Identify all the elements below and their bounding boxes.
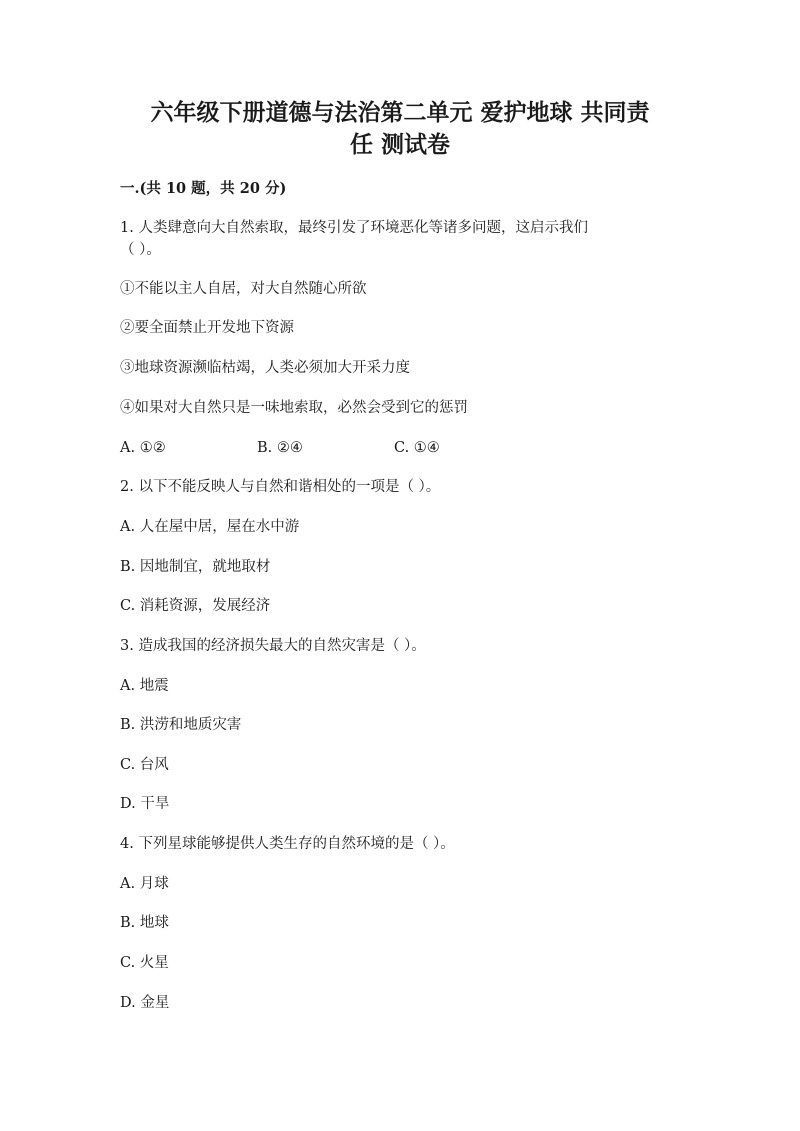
question-4-option-a: A. 月球 <box>120 876 169 892</box>
question-1-option-b: B. ②④ <box>257 440 303 456</box>
question-1-options <box>120 438 440 458</box>
page-title-line-2: 任 测试卷 <box>349 131 450 158</box>
question-1-stem-line-2: （ ）。 <box>120 242 161 258</box>
question-1-statement-2: ②要全面禁止开发地下资源 <box>120 320 294 336</box>
question-3-option-b: B. 洪涝和地质灾害 <box>120 717 242 733</box>
question-3-option-a: A. 地震 <box>120 678 169 694</box>
question-4-stem: 4. 下列星球能够提供人类生存的自然环境的是（ ）。 <box>120 836 455 852</box>
question-3-stem: 3. 造成我国的经济损失最大的自然灾害是（ ）。 <box>120 638 426 654</box>
question-2-option-a: A. 人在屋中居，屋在水中游 <box>120 519 300 535</box>
question-3-option-c: C. 台风 <box>120 757 169 773</box>
section-heading: 一.(共 10 题，共 20 分) <box>120 180 287 197</box>
question-1-option-a: A. ①② <box>120 440 166 456</box>
question-3-option-d: D. 干旱 <box>120 796 170 812</box>
question-1-option-c: C. ①④ <box>394 440 440 456</box>
question-1-stem-line-1: 1. 人类肆意向大自然索取，最终引发了环境恶化等诸多问题，这启示我们 <box>120 220 588 236</box>
question-4-option-c: C. 火星 <box>120 955 169 971</box>
question-1-statement-3: ③地球资源濒临枯竭，人类必须加大开采力度 <box>120 360 410 376</box>
question-4-option-b: B. 地球 <box>120 915 169 931</box>
question-2-option-b: B. 因地制宜，就地取材 <box>120 559 271 575</box>
question-2-stem: 2. 以下不能反映人与自然和谐相处的一项是（ ）。 <box>120 479 441 495</box>
question-4-option-d: D. 金星 <box>120 995 170 1011</box>
page-title-line-1: 六年级下册道德与法治第二单元 爱护地球 共同责 <box>150 99 650 126</box>
question-1-statement-1: ①不能以主人自居，对大自然随心所欲 <box>120 281 367 297</box>
question-2-option-c: C. 消耗资源，发展经济 <box>120 598 271 614</box>
question-1-statement-4: ④如果对大自然只是一味地索取，必然会受到它的惩罚 <box>120 400 468 416</box>
